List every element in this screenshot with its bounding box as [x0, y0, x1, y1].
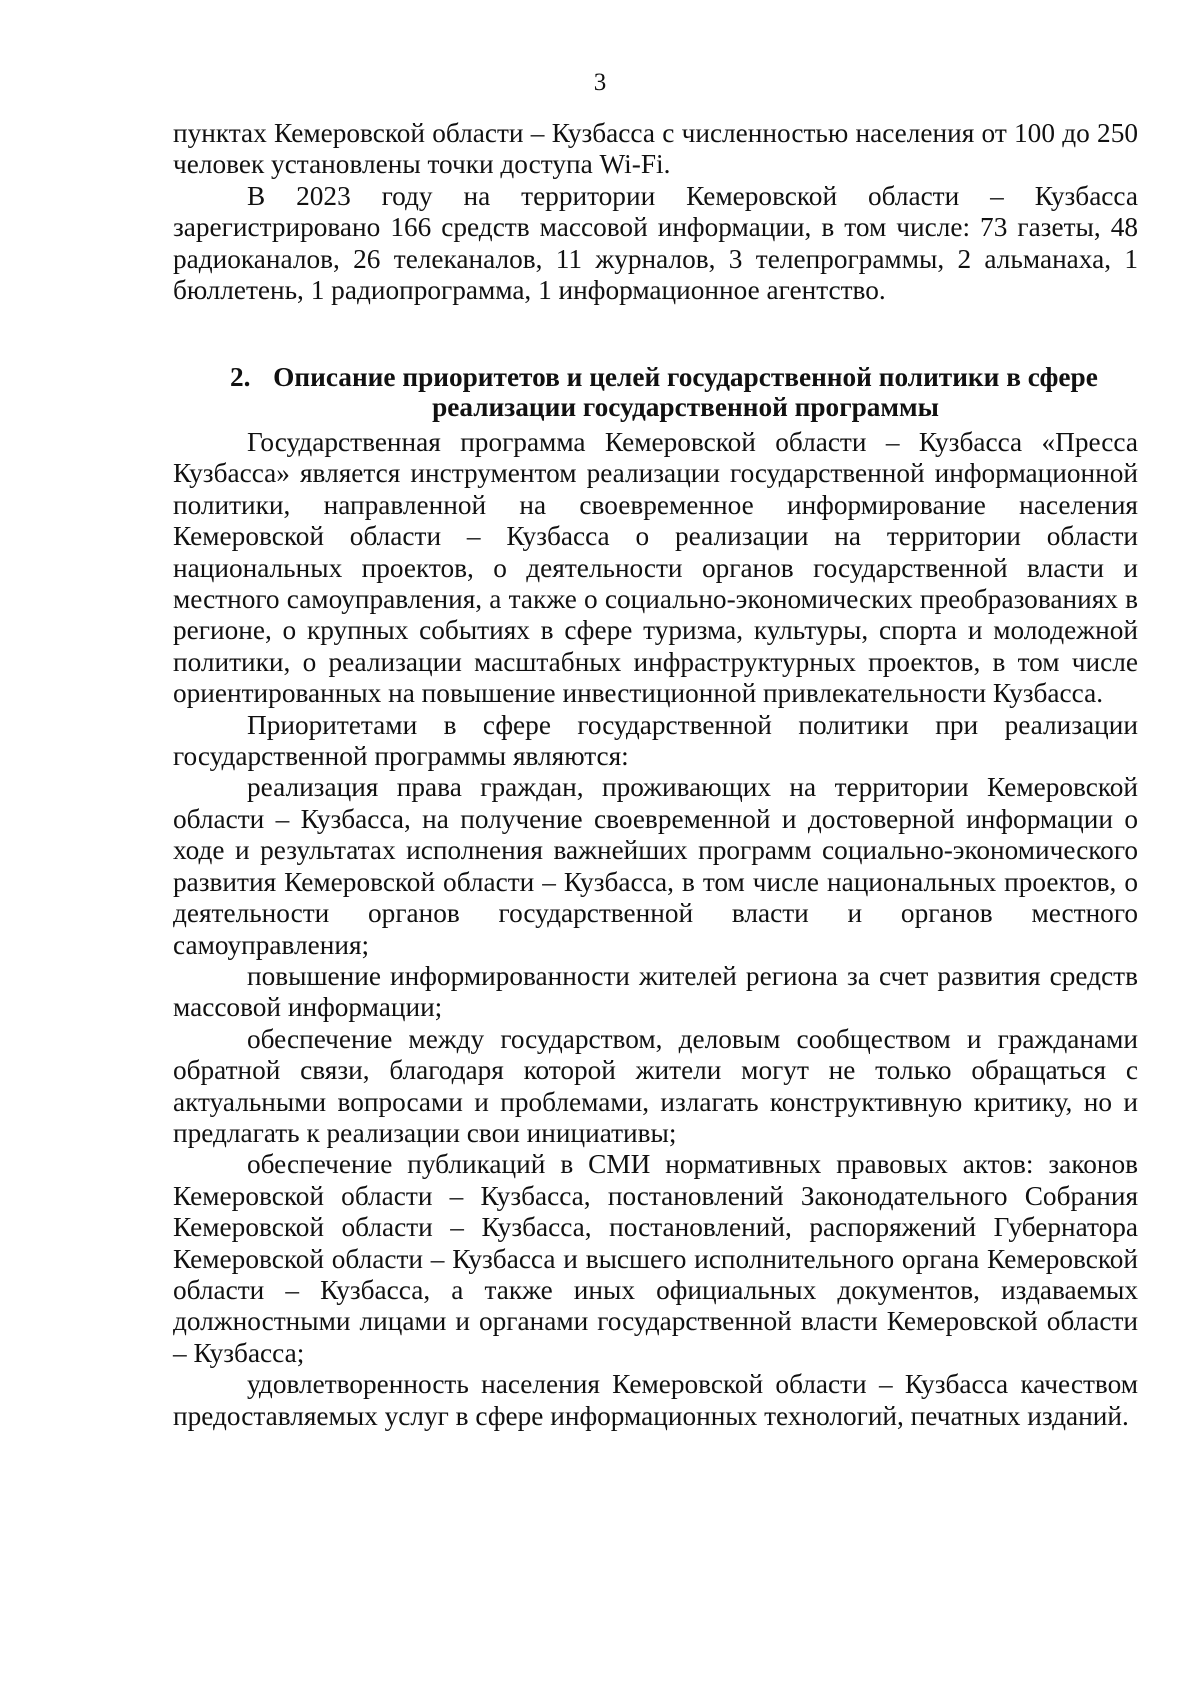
section-number: 2. — [230, 362, 251, 392]
intro-paragraph-1: пунктах Кемеровской области – Кузбасса с численностью населения от 100 до 250 человек установлены точки доступа Wi-Fi. — [173, 118, 1138, 180]
intro-block — [173, 118, 1138, 306]
priority-item: обеспечение между государством, деловым сообществом и гражданами обратной связи, благодаря которой жители могут не только обращаться с актуальными вопросами и проблемами, излагать конструктивную критику, но и предлагать к реализации свои инициативы; — [173, 1023, 1138, 1148]
priority-item: обеспечение публикаций в СМИ нормативных правовых актов: законов Кемеровской области – Кузбасса, постановлений Законодательного Собрания Кемеровской области – Кузбасса, постановлений, распоряжений Губернатора Кемеровской области – Кузбасса и высшего исполнительного органа Кемеровской области – Кузбасса, а также иных официальных документов, издаваемых должностными лицами и органами государственной власти Кемеровской области – Кузбасса; — [173, 1149, 1138, 1368]
section-title: Описание приоритетов и целей государственной политики в сфере реализации государственной программы — [273, 362, 1098, 422]
priority-item: удовлетворенность населения Кемеровской области – Кузбасса качеством предоставляемых услуг в сфере информационных технологий, печатных изданий. — [173, 1369, 1138, 1431]
priority-item: реализация права граждан, проживающих на территории Кемеровской области – Кузбасса, на получение своевременной и достоверной информации о ходе и результатах исполнения важнейших программ социально-экономического развития Кемеровской области – Кузбасса, в том числе национальных проектов, о деятельности органов государственной власти и органов местного самоуправления; — [173, 772, 1138, 960]
section-heading — [173, 362, 1138, 422]
intro-paragraph-2: В 2023 году на территории Кемеровской области – Кузбасса зарегистрировано 166 средств массовой информации, в том числе: 73 газеты, 48 радиоканалов, 26 телеканалов, 11 журналов, 3 телепрограммы, 2 альманаха, 1 бюллетень, 1 радиопрограмма, 1 информационное агентство. — [173, 180, 1138, 306]
body-paragraph-1: Государственная программа Кемеровской области – Кузбасса «Пресса Кузбасса» является инструментом реализации государственной информационной политики, направленной на своевременное информирование населения Кемеровской области – Кузбасса о реализации на территории области национальных проектов, о деятельности органов государственной власти и местного самоуправления, а также о социально-экономических преобразованиях в регионе, о крупных событиях в сфере туризма, культуры, спорта и молодежной политики, о реализации масштабных инфраструктурных проектов, в том числе ориентированных на повышение инвестиционной привлекательности Кузбасса. — [173, 427, 1138, 709]
body-block — [173, 427, 1138, 1432]
priority-item: повышение информированности жителей региона за счет развития средств массовой информации; — [173, 960, 1138, 1023]
page-number: 3 — [593, 69, 607, 96]
body-paragraph-2: Приоритетами в сфере государственной политики при реализации государственной программы являются: — [173, 709, 1138, 772]
